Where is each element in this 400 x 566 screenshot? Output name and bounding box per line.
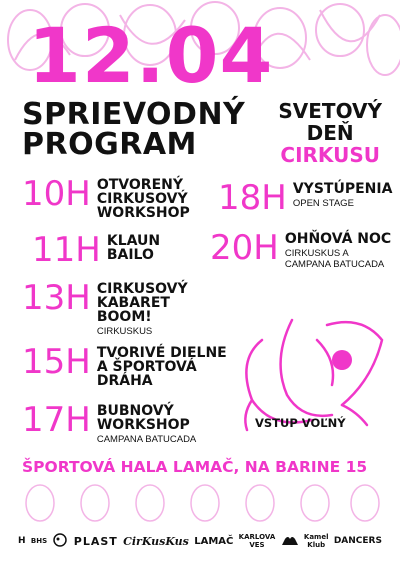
event-hour: 13H <box>22 278 91 318</box>
logo-plast: PLAST <box>73 534 118 548</box>
event-name: BAILO <box>106 247 154 263</box>
event-name: KLAUN <box>106 233 161 249</box>
logo-h: H <box>18 536 26 546</box>
event-hour: 15H <box>22 342 91 382</box>
logo-kamel-klub-line: Kamel <box>303 533 329 541</box>
logo-karlova-ves-line: KARLOVA <box>238 533 276 541</box>
event-sub: CAMPANA BATUCADA <box>96 434 197 445</box>
event-hour: 17H <box>22 400 91 440</box>
event-name: CIRKUSOVÝ <box>96 281 188 297</box>
page-title <box>22 97 246 162</box>
bottom-decoration <box>0 478 400 528</box>
event-name: BUBNOVÝ <box>96 403 174 419</box>
event-item <box>32 230 161 270</box>
event-name: KABARET <box>96 295 170 311</box>
event-sub: CAMPANA BATUCADA <box>284 259 385 270</box>
event-name: TVORIVÉ DIELNE <box>96 345 227 361</box>
logo-camel-icon <box>281 533 299 550</box>
logo-kamel-klub-line: Klub <box>307 541 326 549</box>
event-hour: 10H <box>22 174 91 214</box>
logo-bhs: BHS <box>30 537 48 545</box>
title-line: SPRIEVODNÝ <box>22 97 246 132</box>
event-name: OTVORENÝ <box>96 177 183 193</box>
free-entry-label: VSTUP VOĽNÝ <box>255 416 346 430</box>
event-item <box>22 342 227 389</box>
event-sub: CIRKUSKUS A <box>284 248 349 259</box>
logo-kamel-klub <box>304 533 329 549</box>
event-name: WORKSHOP <box>96 417 190 433</box>
logo-cirkuskus: CirKusKus <box>123 534 189 548</box>
event-sub: OPEN STAGE <box>292 198 354 209</box>
svetovy-line: CIRKUSU <box>280 143 380 167</box>
event-item <box>218 178 393 218</box>
event-hour: 20H <box>210 228 279 268</box>
event-name: BOOM! <box>96 309 152 325</box>
event-name: WORKSHOP <box>96 205 190 221</box>
event-name: CIRKUSOVÝ <box>96 191 188 207</box>
event-name: OHŇOVÁ NOC <box>284 231 392 247</box>
venue-address: ŠPORTOVÁ HALA LAMAČ, NA BARINE 15 <box>22 458 368 476</box>
event-item <box>22 174 190 221</box>
title-line: PROGRAM <box>22 127 197 162</box>
event-hour: 18H <box>218 178 287 218</box>
logo-lamac: LAMAČ <box>194 535 234 547</box>
event-date: 12.04 <box>28 11 274 100</box>
logo-dancers: DANCERS <box>333 536 382 546</box>
event-name: A ŠPORTOVÁ <box>96 359 197 375</box>
logo-circle-icon <box>52 532 68 551</box>
event-hour: 11H <box>32 230 101 270</box>
event-name: DRÁHA <box>96 373 153 389</box>
logo-karlova-ves-line: VES <box>249 541 265 549</box>
event-name: VYSTÚPENIA <box>292 181 393 197</box>
event-item <box>210 228 392 270</box>
event-sub: CIRKUSKUS <box>96 326 153 337</box>
svetovy-line: SVETOVÝ <box>278 99 382 123</box>
svetovy-line: DEŇ <box>306 121 354 145</box>
event-item <box>22 400 197 445</box>
sponsor-logos <box>18 528 382 554</box>
event-item <box>22 278 188 337</box>
logo-karlova-ves <box>239 533 276 549</box>
svetovy-den-cirkusu <box>278 100 382 166</box>
